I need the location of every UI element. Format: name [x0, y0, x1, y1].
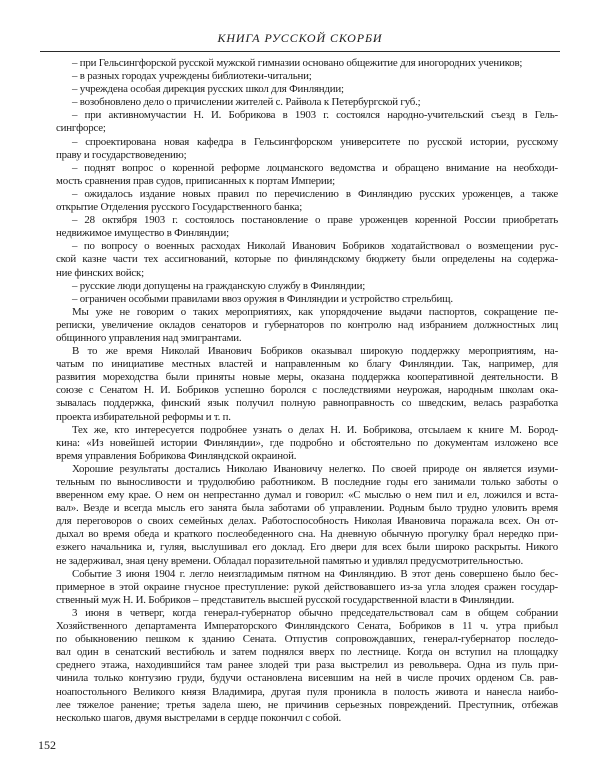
text-line: чинила только контузию груди, будучи остановлена висевшим на ней в числе прочих орденом Св. рав- — [56, 672, 558, 685]
text-line: – при активномучастии Н. И. Бобрикова в 1903 г. состоялся народно-учительский съезд в Гель- — [72, 109, 558, 122]
text-line: – спроектирована новая кафедра в Гельсингфорском университете по русской истории, русскому — [72, 135, 558, 148]
text-line: – по вопросу о военных расходах Николай Иванович Бобриков ходатайствовал о возмещении рус- — [72, 240, 558, 253]
text-line: чатым по инициативе местных властей и направленным ко благу Финляндии. Так, например, для — [56, 358, 558, 371]
text-line: ской казне части тех ассигнований, которые по финляндскому бюджету были определены на содержа- — [56, 253, 558, 266]
list-item — [56, 188, 558, 214]
text-line: Событие 3 июня 1904 г. легло неизгладимым пятном на Финляндию. В этот день совершено было бес- — [72, 567, 558, 580]
paragraph — [56, 306, 558, 345]
header-rule — [40, 51, 560, 52]
text-line: вал». Везде и всегда мысль его занята была заботами об управлении. Родным было трудно уловить время — [56, 502, 558, 515]
page-body — [56, 57, 558, 725]
list-item — [56, 96, 558, 109]
list-item — [56, 240, 558, 279]
text-line: В то же время Николай Иванович Бобриков оказывал широкую поддержку мероприятиям, на- — [72, 345, 558, 358]
list-item — [56, 280, 558, 293]
text-line: – учреждена особая дирекция русских школ для Финляндии; — [72, 83, 344, 96]
list-item — [56, 214, 558, 240]
list-item — [56, 57, 558, 70]
list-item — [56, 293, 558, 306]
list-item — [56, 109, 558, 135]
paragraph — [56, 568, 558, 607]
text-line: проекта избирательной реформы и т. п. — [56, 410, 231, 423]
text-line: среднего этажа, находившийся там ранее злодей три раза выстрелил из револьвера. Одна из пуль при- — [56, 659, 558, 672]
text-line: 3 июня в четверг, когда генерал-губернатор обычно председательствовал сам в общем собрании — [72, 606, 558, 619]
text-line: – 28 октября 1903 г. состоялось постановление о праве уроженцев коренной России приобретать — [72, 214, 558, 227]
text-line: – ожидалось издание новых правил по перечислению в Финляндию русских уроженцев, а также — [72, 187, 558, 200]
text-line: недвижимое имущество в Финляндии; — [56, 227, 229, 240]
text-line: дыхал во время обеда и краткого послеобеденного сна. На дневную обычную прогулку брал нередко при- — [56, 528, 558, 541]
text-line: Хозяйственного департамента Императорского Финляндского Сената, Бобриков в 11 ч. утра прибыл — [56, 620, 558, 633]
text-line: развития мореходства были приняты новые меры, оказана поддержка кооперативной деятельности. В — [56, 371, 558, 384]
text-line: – поднят вопрос о коренной реформе лоцманского ведомства и обращено внимание на необходи- — [72, 161, 558, 174]
paragraph — [56, 424, 558, 463]
text-line: Мы уже не говорим о таких мероприятиях, как упорядочение выдачи паспортов, сокращение пе- — [72, 305, 558, 318]
text-line: не задерживал, зная цену времени. Обладал поразительной памятью и удивлял предусмотрительностью. — [56, 554, 523, 567]
paragraph — [56, 607, 558, 725]
paragraph — [56, 345, 558, 424]
text-line: езжего начальника и, гуляя, выслушивал его доклад. Его двери для всех были широко раскрыты. Никого — [56, 541, 558, 554]
text-line: сингфорсе; — [56, 122, 106, 135]
list-item — [56, 70, 558, 83]
text-line: вал один в сенатский вестибюль и затем поднялся вверх по лестнице. Когда он вступил на площадку — [56, 646, 558, 659]
text-line: несколько шагов, двумя выстрелами в сердце покончил с собой. — [56, 711, 341, 724]
text-line: общинного управления над эмигрантами. — [56, 331, 242, 344]
text-line: ноапостольного Великого князя Владимира, другая пуля проникла в полость живота и нанесла наибо- — [56, 685, 558, 698]
text-line: лее тяжелое ранение; третья задела шею, не причинив серьезных повреждений. Преступник, отбежав — [56, 698, 558, 711]
text-line: – в разных городах учреждены библиотеки-читальни; — [72, 70, 312, 83]
text-line: тельным по выносливости и трудолюбию работником. В последние годы его занимали только заботы о — [56, 476, 558, 488]
text-line: реписки, увеличение окладов сенаторов и губернаторов по контролю над избранием должностных лиц — [56, 318, 558, 331]
text-line: время управления Бобрикова Финляндской окраиной. — [56, 449, 297, 462]
text-line: – русские люди допущены на гражданскую службу в Финляндии; — [72, 279, 366, 292]
list-item — [56, 83, 558, 96]
text-line: кина: «Из новейшей истории Финляндии», где подробно и обстоятельно по документам изложено все — [56, 436, 558, 449]
text-line: – возобновлено дело о причислении жителей с. Райвола к Петербургской губ.; — [72, 96, 421, 109]
text-line: Хорошие результаты достались Николаю Ивановичу нелегко. По своей природе он является изуми- — [72, 462, 558, 475]
paragraph — [56, 463, 558, 568]
text-line: – ограничен особыми правилами ввоз оружия в Финляндии и устройство стрельбищ. — [72, 292, 453, 305]
list-item — [56, 162, 558, 188]
text-line: – при Гельсингфорской русской мужской гимназии основано общежитие для иногородних учеников; — [72, 57, 523, 69]
text-line: по обыкновению пешком к зданию Сената. Отпустив сопровождавших, генерал-губернатор последо- — [56, 633, 558, 646]
text-line: союзе с Сенатом Н. И. Бобриков успешно боролся с последствиями неурожая, народным школам ока- — [56, 384, 558, 397]
text-line: открытие Отделения русского Государственного банка; — [56, 201, 303, 214]
text-line: зывалась поддержка, финский язык получил полную равноправность со шведским, велась разработка — [56, 397, 558, 410]
running-title: КНИГА РУССКОЙ СКОРБИ — [217, 31, 383, 45]
text-line: примерное в этой окраине гнусное преступление: рукой действовавшего из-за угла злодея сражен государ- — [56, 580, 558, 593]
text-line: праву и государствоведению; — [56, 148, 187, 161]
page-number: 152 — [38, 738, 56, 752]
text-line: для переговоров о своих семейных делах. Работоспособность Николая Ивановича поражала всех. Он от- — [56, 515, 558, 528]
text-line: мость сравнения прав судов, приписанных к портам Империи; — [56, 174, 335, 187]
text-line: ственный муж Н. И. Бобриков – представитель высшей русской государственной власти в Финляндии. — [56, 593, 515, 606]
text-line: Тех же, кто интересуется подробнее узнать о делах Н. И. Бобрикова, отсылаем к книге М. Бород- — [72, 423, 558, 436]
text-line: ние финских войск; — [56, 266, 144, 279]
list-item — [56, 136, 558, 162]
text-line: вверенном ему крае. О нем он непрестанно думал и говорил: «С мыслью о нем пил и ел, ложился и вста- — [56, 489, 558, 502]
